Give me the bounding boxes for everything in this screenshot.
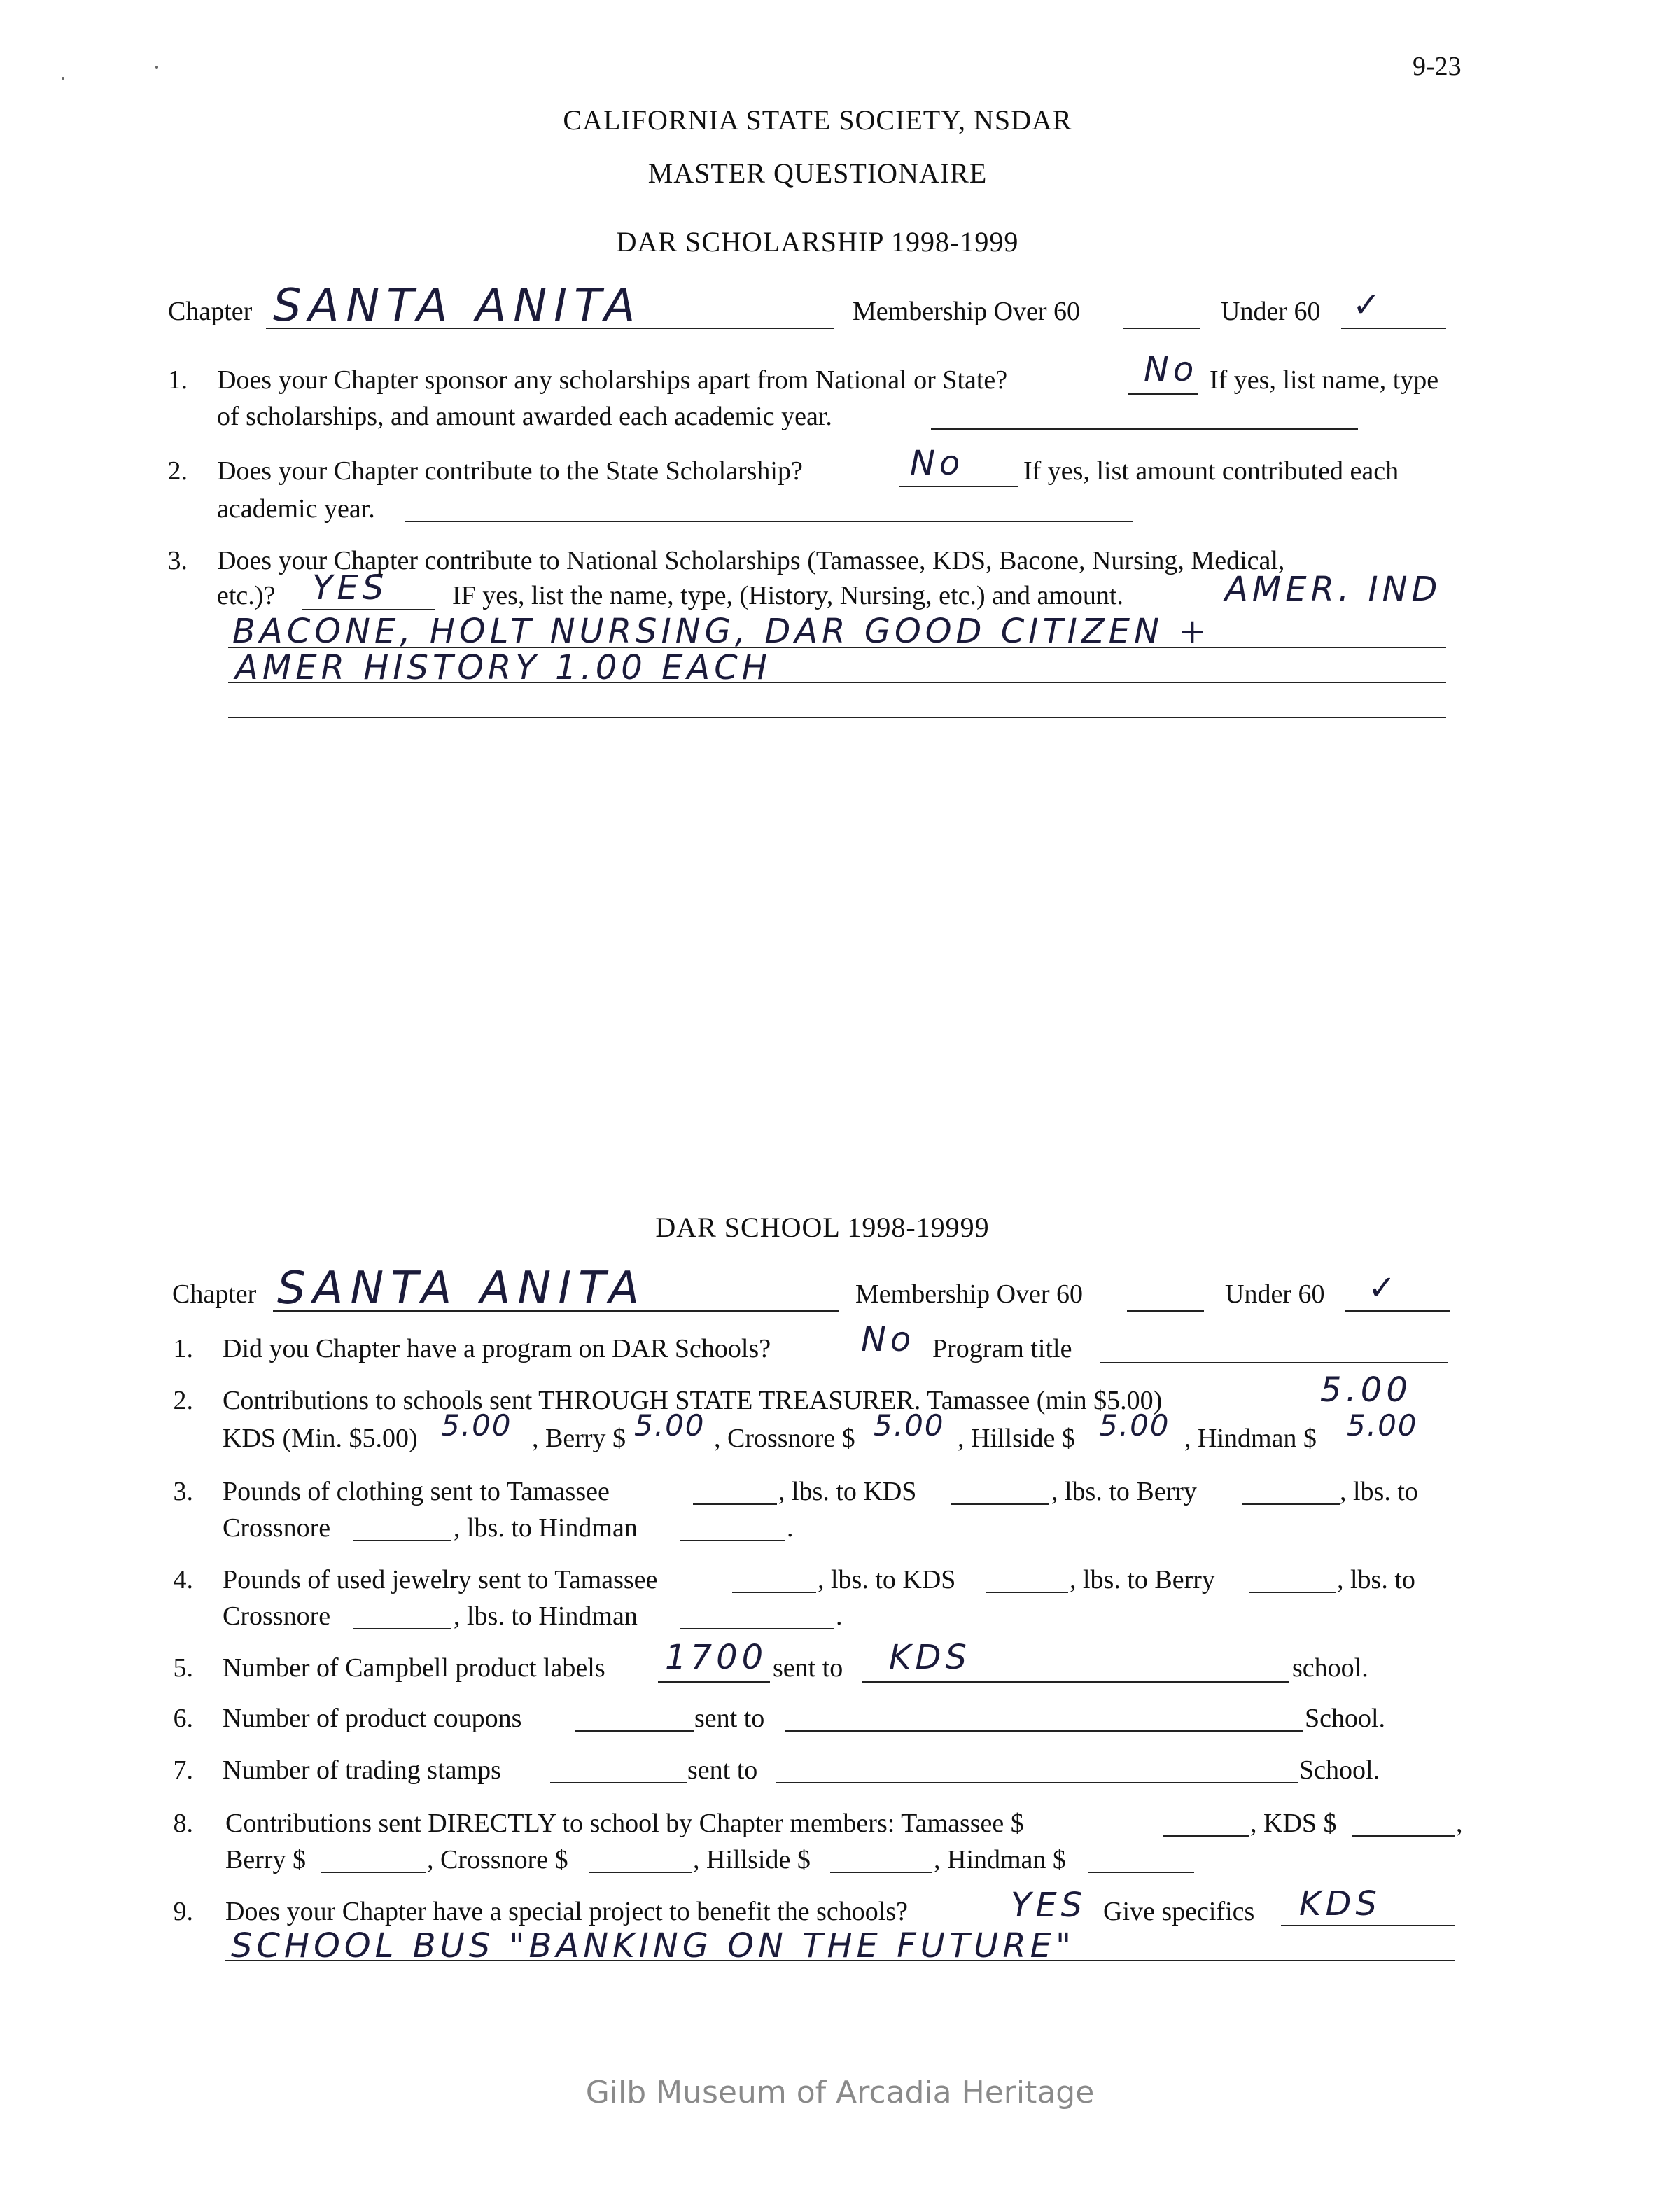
s-q9-handwritten-answer: YES [1011,1886,1087,1925]
s-q6-number: 6. [173,1704,193,1733]
s-q3-berry-line [1242,1503,1340,1505]
s-q9-specifics-line [1281,1925,1455,1926]
s-q8-berry-line [321,1872,426,1873]
s-q5-text-a: Number of Campbell product labels [223,1653,606,1683]
s-q4-hindman-line [680,1628,834,1629]
s-q7-number: 7. [173,1755,193,1785]
school-chapter-underline [273,1310,839,1312]
s-q6-text-c: School. [1305,1704,1386,1733]
s-q6-count-line [575,1730,694,1732]
q2-handwritten-answer: No [910,444,965,483]
s-q3-number: 3. [173,1477,193,1506]
s-q3-text-b: , lbs. to KDS [778,1477,917,1506]
q3-answer-line [302,609,435,610]
s-q4-text-b: , lbs. to KDS [818,1565,956,1594]
s-q9-text-a: Does your Chapter have a special project to benefit the schools? [225,1897,908,1926]
s-q2-number: 2. [173,1386,193,1415]
s-q3-text-f: , lbs. to Hindman [454,1513,638,1543]
s-q5-text-b: sent to [773,1653,844,1683]
s-q2-text: Contributions to schools sent THROUGH STATE TREASURER. Tamassee (min $5.00) [223,1386,1163,1415]
q2-text: Does your Chapter contribute to the State Scholarship? [217,456,803,486]
s-q4-text-g: . [836,1601,843,1631]
s-q8-number: 8. [173,1809,193,1838]
section-title-school: DAR SCHOOL 1998-19999 [655,1212,990,1243]
q2-number: 2. [167,456,188,486]
society-title: CALIFORNIA STATE SOCIETY, NSDAR [563,104,1072,136]
page-number: 9-23 [1413,52,1462,81]
s-q3-text-e: Crossnore [223,1513,331,1543]
s-q3-hindman-line [680,1540,785,1541]
s-q8-text-c: , [1456,1809,1463,1838]
s-q8-text-g: , Hindman $ [934,1845,1066,1874]
q3-line2 [228,682,1446,683]
chapter-underline [266,328,834,329]
q1-details-line [931,428,1358,430]
s-q6-school-line [785,1730,1303,1732]
s-q2-kds-amount: 5.00 [441,1408,512,1443]
s-q7-count-line [550,1782,687,1783]
s-q8-text-e: , Crossnore $ [427,1845,568,1874]
s-q2-tamassee-amount: 5.00 [1320,1370,1412,1410]
s-q1-handwritten-answer: No [861,1320,916,1359]
s-q7-text-a: Number of trading stamps [223,1755,501,1785]
q3-text: Does your Chapter contribute to National Scholarships (Tamassee, KDS, Bacone, Nursing, Medical, [217,546,1285,575]
school-membership-over-label: Membership Over 60 [855,1279,1084,1309]
q2-answer-line [899,486,1018,487]
s-q7-school-line [776,1782,1298,1783]
s-q3-tamassee-line [693,1503,777,1505]
q2-text-cont: If yes, list amount contributed each [1023,456,1399,486]
q1-handwritten-answer: No [1144,350,1198,389]
s-q2-hindman-amount: 5.00 [1347,1408,1418,1443]
s-q4-text-d: , lbs. to [1337,1565,1415,1594]
s-q5-labels-count: 1700 [665,1638,768,1677]
s-q8-hillside-line [830,1872,932,1873]
s-q4-number: 4. [173,1565,193,1594]
s-q8-crossnore-line [589,1872,692,1873]
s-q3-text-c: , lbs. to Berry [1051,1477,1197,1506]
s-q2-berry-amount: 5.00 [634,1408,706,1443]
under-60-label: Under 60 [1221,297,1321,326]
s-q7-text-b: sent to [687,1755,758,1785]
scan-speck [155,66,158,69]
s-q5-school-name: KDS [889,1638,971,1677]
school-under-60-check: ✓ [1368,1268,1401,1307]
s-q4-crossnore-line [353,1628,451,1629]
q2-amount-line [405,521,1133,522]
school-chapter-label: Chapter [172,1279,257,1309]
s-q3-text-g: . [787,1513,794,1543]
s-q8-hindman-line [1088,1872,1194,1873]
s-q3-text-a: Pounds of clothing sent to Tamassee [223,1477,610,1506]
under-60-line [1341,328,1446,329]
s-q4-text-f: , lbs. to Hindman [454,1601,638,1631]
scan-speck [62,77,64,80]
s-q4-text-c: , lbs. to Berry [1070,1565,1215,1594]
q1-text: Does your Chapter sponsor any scholarships apart from National or State? [217,365,1008,395]
s-q4-berry-line [1249,1592,1336,1593]
form-title: MASTER QUESTIONAIRE [648,157,988,189]
school-membership-over-line [1127,1310,1204,1312]
s-q6-text-b: sent to [694,1704,765,1733]
s-q2-hillside-label: , Hillside $ [958,1424,1075,1453]
q3-text-etc: etc.)? [217,581,276,610]
s-q4-kds-line [986,1592,1068,1593]
s-q8-text-b: , KDS $ [1250,1809,1337,1838]
q3-handwritten-answer: YES [312,568,388,608]
s-q7-text-c: School. [1299,1755,1380,1785]
s-q1-number: 1. [173,1334,193,1363]
s-q1-program-title-line [1100,1362,1448,1363]
under-60-check: ✓ [1352,286,1385,325]
s-q2-hillside-amount: 5.00 [1099,1408,1170,1443]
s-q3-crossnore-line [353,1540,451,1541]
s-q8-tamassee-line [1163,1835,1249,1837]
s-q8-kds-line [1352,1835,1455,1837]
q1-number: 1. [167,365,188,395]
s-q2-kds-label: KDS (Min. $5.00) [223,1424,418,1453]
section-title-scholarship: DAR SCHOLARSHIP 1998-1999 [616,226,1019,258]
q1-text-line2: of scholarships, and amount awarded each academic year. [217,402,832,431]
s-q1-text: Did you Chapter have a program on DAR Schools? [223,1334,771,1363]
s-q2-crossnore-label: , Crossnore $ [714,1424,855,1453]
q3-handwritten-line1: BACONE, HOLT NURSING, DAR GOOD CITIZEN + [232,612,1211,651]
chapter-label: Chapter [168,297,253,326]
s-q5-number: 5. [173,1653,193,1683]
q1-answer-line [1128,393,1198,395]
school-under-60-label: Under 60 [1225,1279,1325,1309]
q3-handwritten-line2: AMER HISTORY 1.00 EACH [235,648,771,687]
s-q9-handwritten-specifics: SCHOOL BUS "BANKING ON THE FUTURE" [231,1926,1076,1965]
membership-over-line [1123,328,1200,329]
chapter-handwritten-value: SANTA ANITA [273,280,643,332]
s-q6-text-a: Number of product coupons [223,1704,522,1733]
q3-number: 3. [167,546,188,575]
s-q9-handwritten-kds: KDS [1299,1884,1381,1923]
q3-text-cont: IF yes, list the name, type, (History, Nursing, etc.) and amount. [452,581,1124,610]
s-q5-count-line [658,1681,770,1683]
s-q4-text-e: Crossnore [223,1601,331,1631]
s-q3-text-d: , lbs. to [1340,1477,1418,1506]
school-chapter-handwritten-value: SANTA ANITA [277,1263,647,1314]
s-q4-text-a: Pounds of used jewelry sent to Tamassee [223,1565,658,1594]
s-q2-berry-label: , Berry $ [532,1424,626,1453]
q3-handwritten-amer-ind: AMER. IND [1225,570,1442,609]
s-q8-text-f: , Hillside $ [693,1845,811,1874]
s-q5-text-c: school. [1292,1653,1368,1683]
museum-attribution: Gilb Museum of Arcadia Heritage [585,2075,1095,2110]
q1-text-cont: If yes, list name, type [1210,365,1439,395]
s-q8-text-a: Contributions sent DIRECTLY to school by Chapter members: Tamassee $ [225,1809,1024,1838]
s-q9-number: 9. [173,1897,193,1926]
school-under-60-line [1345,1310,1450,1312]
q2-text-line2: academic year. [217,494,375,524]
s-q9-text-b: Give specifics [1103,1897,1255,1926]
s-q3-kds-line [951,1503,1049,1505]
s-q8-text-d: Berry $ [225,1845,307,1874]
s-q2-hindman-label: , Hindman $ [1184,1424,1317,1453]
s-q2-crossnore-amount: 5.00 [874,1408,945,1443]
s-q4-tamassee-line [732,1592,816,1593]
s-q1-program-title-label: Program title [932,1334,1072,1363]
s-q9-line2 [225,1960,1455,1961]
q3-line3 [228,717,1446,718]
membership-over-label: Membership Over 60 [853,297,1081,326]
s-q5-school-line [862,1681,1289,1683]
